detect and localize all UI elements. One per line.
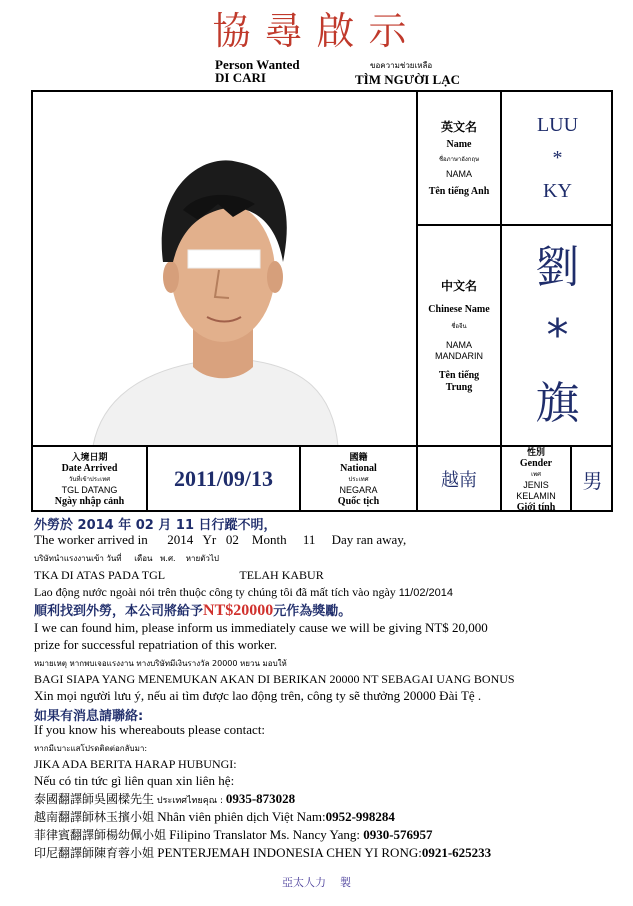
contact-en: If you know his whereabouts please contact: [34,722,266,737]
vn-heading: TÌM NGƯỜI LẠC [355,72,460,87]
reward-in: BAGI SIAPA YANG MENEMUKAN AKAN DI BERIKAN 20000 NT SEBAGAI UANG BONUS [34,672,515,686]
thai-heading: ขอความช่วยเหลือ [370,61,433,70]
thai-translator: 泰國翻譯師吳國樑先生 ประเทศไทยคุณ : 0935-873028 [34,791,296,806]
person-wanted-label: Person Wanted [215,57,300,72]
date-arrived-value: 2011/09/13 [173,466,273,491]
missing-th: บริษัทนำแรงงานเข้า วันที่ เดือน พ.ศ. หายตัวไป [34,554,219,563]
reward-th: หมายเหตุ หากพบเจอแรงงาน ทางบริษัทมีเงินรางวัล 20000 หยวน มอบให้ [34,659,287,668]
reward-en-1: I we can found him, please inform us immediately cause we will be giving NT$ 20,000 [34,620,488,635]
reward-cn: 順利找到外勞，本公司將給予NT$20000元作為獎勵。 [34,602,352,619]
contact-cn: 如果有消息請聯絡: [34,709,144,724]
contact-vn: Nếu có tin tức gì liên quan xin liên hệ: [34,773,235,788]
english-name-label: 英文名 Name ชื่อภาษาอังกฤษ NAMA Tên tiếng Anh [428,120,490,197]
ph-translator-phone[interactable]: 0930-576957 [363,827,433,842]
in-translator-phone[interactable]: 0921-625233 [421,845,492,860]
reward-en-2: prize for successful repatriation of this worker. [34,637,277,652]
vn-translator-phone[interactable]: 0952-998284 [325,809,395,824]
chinese-name-value: 劉 * 旗 [535,241,580,429]
gender-value: 男 [582,468,603,493]
date-arrived-label: 入境日期 Date Arrived วันที่เข้าประเทศ TGL DATANG Ngày nhập cảnh [54,453,125,507]
gender-label: 性別 Gender เพศ JENIS KELAMIN Giới tính [516,447,556,513]
english-name-value: LUU * KY [536,113,579,202]
vn-translator: 越南翻譯師林玉擯小姐 Nhân viên phiên dịch Việt Nam:0952-998284 [34,809,395,824]
footer-company: 亞太人力 製 [282,876,351,889]
contact-th: หากมีเบาะแสโปรดติดต่อกลับมา: [34,744,148,753]
reward-vn: Xin mọi người lưu ý, nếu ai tìm được lao động trên, công ty sẽ thưởng 20000 Đài Tệ . [34,688,482,703]
missing-en: The worker arrived in 2014 Yr 02 Month 11 Day ran away, [34,532,407,547]
info-grid [31,90,613,512]
missing-vn: Lao động nước ngoài nói trên thuộc công ty chúng tôi đã mất tích vào ngày 11/02/2014 [34,585,454,599]
thai-translator-phone[interactable]: 0935-873028 [225,791,296,806]
contact-in: JIKA ADA BERITA HARAP HUBUNGI: [34,757,237,771]
di-cari-label: DI CARI [215,70,266,85]
in-translator: 印尼翻譯師陳育蓉小姐 PENTERJEMAH INDONESIA CHEN YI RONG:0921-625233 [34,845,492,860]
worker-photo [33,92,417,446]
person-photo-icon [33,92,417,446]
chinese-name-label: 中文名 Chinese Name ชื่อจีน NAMA MANDARIN Tên tiếng Trung [428,279,490,393]
poster-title: 協尋啟示 [212,9,421,53]
nationality-value: 越南 [441,470,477,491]
ph-translator: 菲律賓翻譯師楊幼佩小姐 Filipino Translator Ms. Nancy Yang: 0930-576957 [34,827,433,842]
missing-cn: 外勞於 2014 年 02 月 11 日行蹤不明， [34,518,277,533]
missing-in: TKA DI ATAS PADA TGL TELAH KABUR [34,568,324,582]
nationality-label: 國籍 National ประเทศ NEGARA Quốc tịch [337,453,380,507]
